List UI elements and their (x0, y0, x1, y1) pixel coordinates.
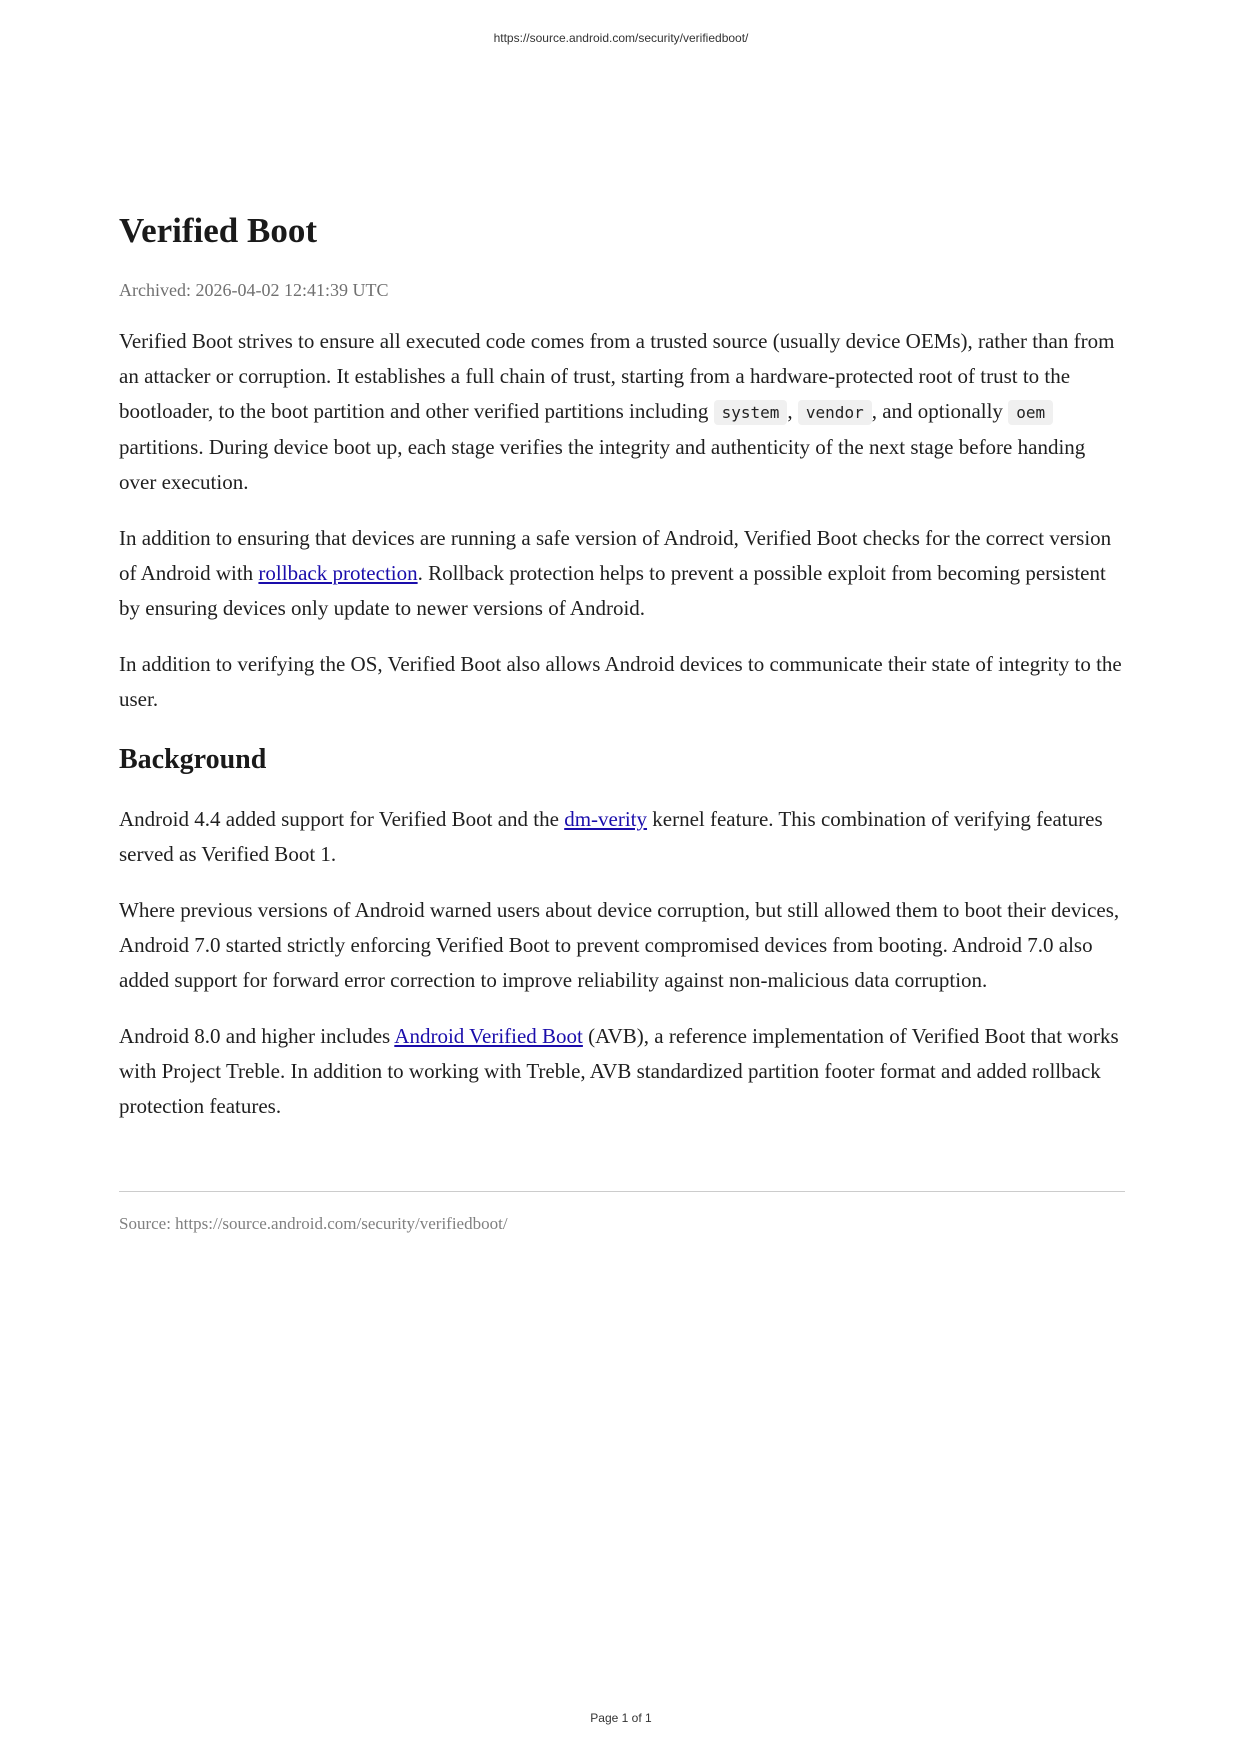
intro-p2-text-2: . Rollback protection helps to prevent a possible exploit from becoming persistent by ensuring devices only update to newer versions of Android. (119, 560, 1106, 620)
code-vendor: vendor (798, 400, 872, 425)
intro-p1-text-1: Verified Boot strives to ensure all executed code comes from a trusted source (usually device OEMs), rather than from an attacker or corruption. It establishes a full chain of trust, starting from a hardware-protected root of trust to the bootloader, to the boot partition and other verified partitions including (119, 328, 1115, 423)
intro-paragraph-1 (119, 324, 1125, 500)
background-paragraph-3 (119, 1019, 1125, 1124)
bg-p3-text-1: Android 8.0 and higher includes (119, 1024, 395, 1049)
intro-paragraph-3: In addition to verifying the OS, Verified Boot also allows Android devices to communicate their state of integrity to the user. (119, 651, 1122, 711)
archived-timestamp: Archived: 2026-04-02 12:41:39 UTC (119, 279, 389, 300)
android-verified-boot-link[interactable]: Android Verified Boot (394, 1024, 583, 1049)
intro-p1-text-4: partitions. During device boot up, each stage verifies the integrity and authenticity of the next stage before handing over execution. (119, 434, 1086, 494)
code-system: system (714, 400, 788, 425)
page-header-url: https://source.android.com/security/verifiedboot/ (493, 31, 749, 45)
bg-p3-text-2: (AVB), a reference implementation of Verified Boot that works with Project Treble. In addition to working with Treble, AVB standardized partition footer format and added rollback protection features. (119, 1024, 1119, 1119)
intro-p1-text-3: , and optionally (871, 398, 1009, 423)
background-paragraph-2: Where previous versions of Android warned users about device corruption, but still allowed them to boot their devices, Android 7.0 started strictly enforcing Verified Boot to prevent compromised devices from booting. Android 7.0 also added support for forward error correction to improve reliability against non-malicious data corruption. (119, 898, 1120, 993)
page-title: Verified Boot (119, 211, 317, 250)
background-paragraph-1 (119, 802, 1125, 872)
background-heading: Background (119, 743, 267, 775)
code-oem: oem (1008, 400, 1053, 425)
rollback-protection-link[interactable]: rollback protection (258, 560, 418, 585)
source-line: Source: https://source.android.com/security/verifiedboot/ (119, 1214, 508, 1234)
bg-p1-text-2: kernel feature. This combination of verifying features served as Verified Boot 1. (119, 807, 1103, 867)
intro-p1-text-2: , (787, 398, 798, 423)
bg-p1-text-1: Android 4.4 added support for Verified Boot and the (119, 807, 565, 832)
dm-verity-link[interactable]: dm-verity (564, 807, 648, 832)
page-number: Page 1 of 1 (590, 1711, 652, 1725)
intro-paragraph-2 (119, 521, 1125, 626)
intro-p2-text-1: In addition to ensuring that devices are running a safe version of Android, Verified Boot checks for the correct version of Android with (119, 525, 1112, 585)
footer-divider (119, 1191, 1125, 1192)
article-content (119, 208, 1125, 1234)
